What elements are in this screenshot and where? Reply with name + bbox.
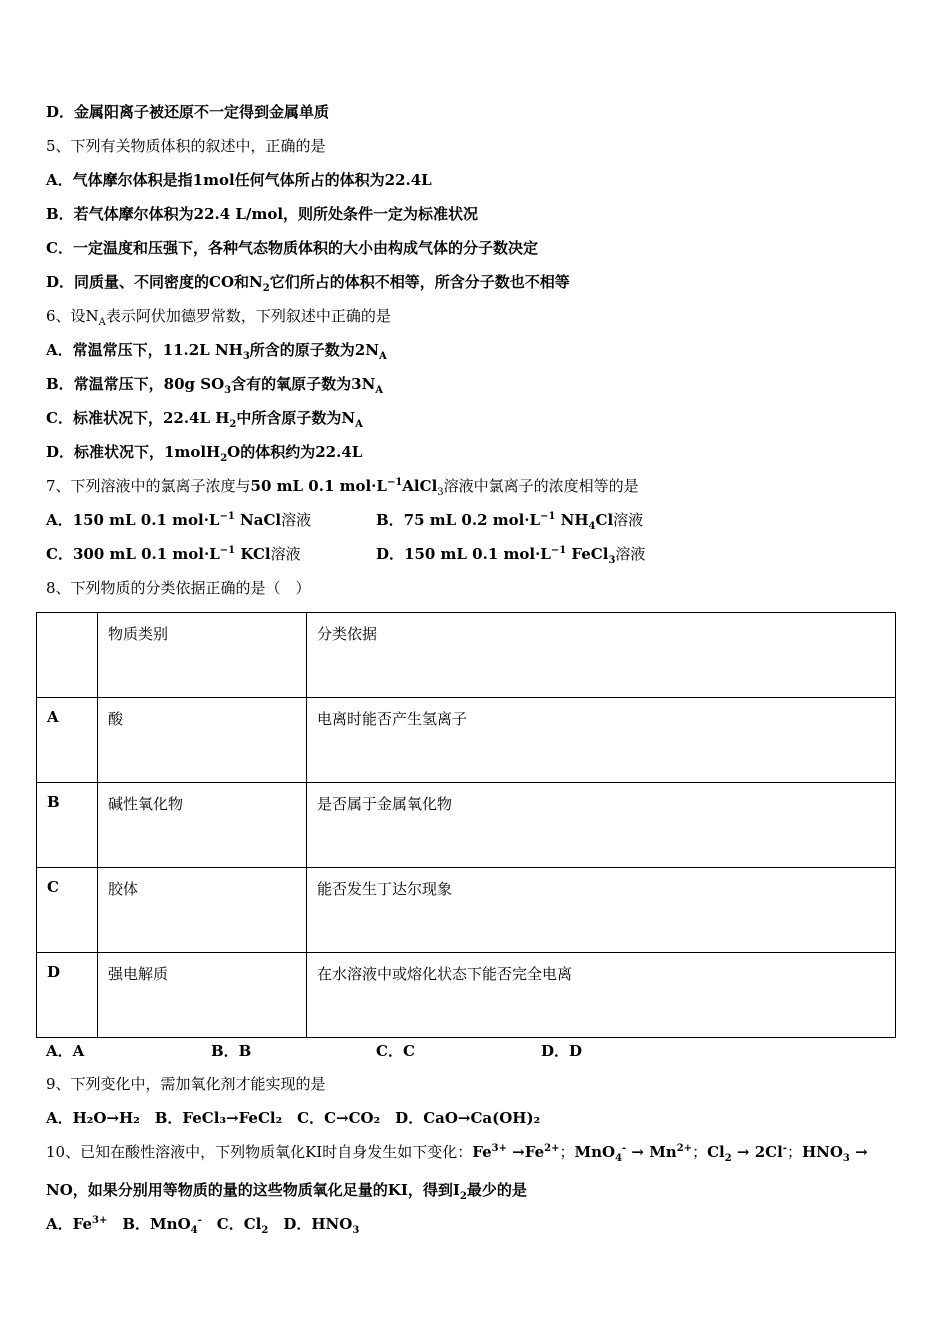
q5-option-b: B．若气体摩尔体积为22.4 L/mol，则所处条件一定为标准状况 [46,205,479,223]
table-cell: 酸 [98,698,307,783]
q6-stem: 6、设$N_A$表示阿伏加德罗常数，下列叙述中正确的是 [46,307,391,328]
q7-option-d: D．150 mL 0.1 $mol\cdot L^{-1}$ FeCl$_3$溶液 [376,545,646,566]
table-row [37,868,896,953]
q8-option-d: D．D [541,1042,583,1060]
q6-option-b: B．常温常压下，80g $SO_3$含有的氧原子数为$3N_A$ [46,375,384,396]
q9-options: A．H₂O→H₂ B．FeCl₃→FeCl₂ C．C→CO₂ D．CaO→Ca(OH)₂ [46,1109,541,1127]
table-cell: 分类依据 [307,613,896,698]
q10-stem-line1: 10、已知在酸性溶液中，下列物质氧化KI时自身发生如下变化：$Fe^{3+} \to Fe^{2+}$；$MnO_4^- \to Mn^{2+}$；$Cl_2 \to 2Cl^-$；$HNO_3$ → [46,1143,868,1164]
classification-table [36,612,896,1038]
q8-stem: 8、下列物质的分类依据正确的是（ ） [46,579,311,597]
table-cell: 能否发生丁达尔现象 [307,868,896,953]
q7-option-a: A．150 mL 0.1 $mol\cdot L^{-1}$ NaCl溶液 [46,511,312,529]
q7-option-b: B．75 mL 0.2 $mol\cdot L^{-1}$ $NH_4Cl$溶液 [376,511,644,532]
table-cell [37,613,98,698]
table-cell: 碱性氧化物 [98,783,307,868]
table-row [37,783,896,868]
q5-option-c: C．一定温度和压强下，各种气态物质体积的大小由构成气体的分子数决定 [46,239,538,257]
table-cell: C [37,868,98,953]
table-row [37,698,896,783]
q9-stem: 9、下列变化中，需加氧化剂才能实现的是 [46,1075,326,1093]
q5-option-d: D．同质量、不同密度的CO和$N_2$它们所占的体积不相等，所含分子数也不相等 [46,273,570,294]
q6-option-c: C．标准状况下，22.4L $H_2$中所含原子数为$N_A$ [46,409,363,430]
table-cell: A [37,698,98,783]
table-cell: 在水溶液中或熔化状态下能否完全电离 [307,953,896,1038]
q7-option-c: C．300 mL 0.1 $mol\cdot L^{-1}$ KCl溶液 [46,545,301,563]
table-cell: 是否属于金属氧化物 [307,783,896,868]
q8-option-a: A．A [46,1042,85,1060]
q7-stem: 7、下列溶液中的氯离子浓度与50 mL 0.1 $mol\cdot L^{-1}AlCl_3$溶液中氯离子的浓度相等的是 [46,477,639,498]
table-header-row [37,613,896,698]
q5-stem: 5、下列有关物质体积的叙述中，正确的是 [46,137,326,155]
table-cell: 物质类别 [98,613,307,698]
q10-options: A．$Fe^{3+}$ B．MnO$_4$- C．$Cl_2$ D．$HNO_3$ [46,1215,360,1236]
q6-option-a: A．常温常压下，11.2L $NH_3$所含的原子数为$2N_A$ [46,341,387,362]
q8-option-b: B．B [211,1042,252,1060]
table-cell: 强电解质 [98,953,307,1038]
table-cell: D [37,953,98,1038]
q10-stem-line2: NO，如果分别用等物质的量的这些物质氧化足量的KI，得到$I_2$最少的是 [46,1181,527,1202]
q8-option-c: C．C [376,1042,415,1060]
q6-option-d: D．标准状况下，1molH$_2$O的体积约为22.4L [46,443,363,464]
q4-option-d: D．金属阳离子被还原不一定得到金属单质 [46,103,330,121]
q5-option-a: A．气体摩尔体积是指1mol任何气体所占的体积为22.4L [46,171,432,189]
table-cell: B [37,783,98,868]
table-row [37,953,896,1038]
table-cell: 胶体 [98,868,307,953]
table-cell: 电离时能否产生氢离子 [307,698,896,783]
